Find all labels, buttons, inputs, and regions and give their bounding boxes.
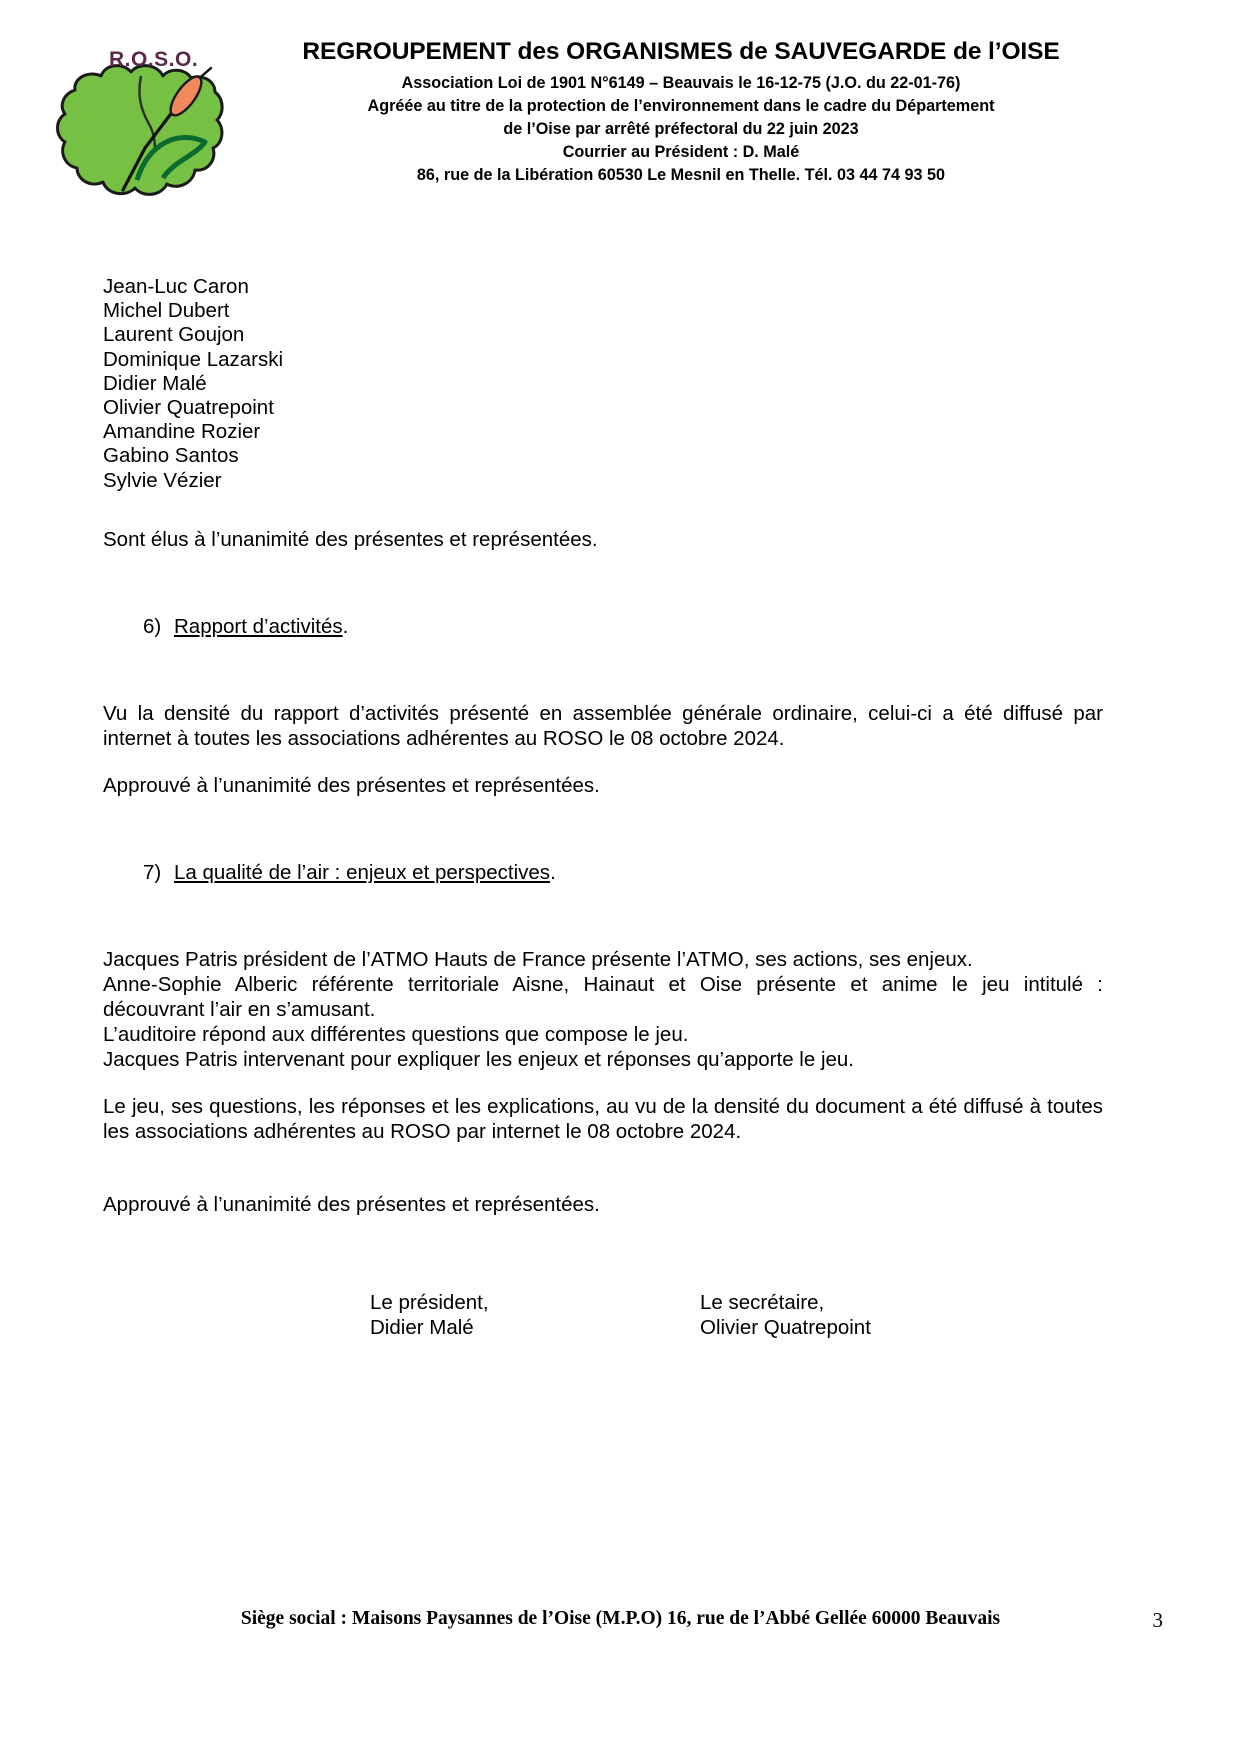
logo-acronym-text: R.O.S.O. [109,48,199,71]
spacer [103,751,1103,773]
section-7-approval: Approuvé à l’unanimité des présentes et représentées. [103,1192,600,1216]
spacer [103,798,1103,860]
signature-block [370,1290,1070,1340]
secretary-role: Le secrétaire, [700,1291,825,1314]
detail-line: L’auditoire répond aux différentes questions que compose le jeu. [103,1022,689,1046]
document-body [103,275,1103,1217]
letterhead-line-2: Agréée au titre de la protection de l’environnement dans le cadre du Département [367,96,995,115]
detail-line: Jacques Patris président de l’ATMO Hauts de France présente l’ATMO, ses actions, ses enjeux. [103,947,973,971]
letterhead-line-3: de l’Oise par arrêté préfectoral du 22 juin 2023 [503,119,859,138]
spacer [103,639,1103,701]
detail-line: Jacques Patris intervenant pour expliquer les enjeux et réponses qu’apporte le jeu. [103,1047,854,1071]
letterhead-line-5: 86, rue de la Libération 60530 Le Mesnil en Thelle. Tél. 03 44 74 93 50 [416,165,946,184]
president-name: Didier Malé [370,1316,474,1339]
letterhead-line-4: Courrier au Président : D. Malé [562,142,800,161]
elected-conclusion-paragraph: Sont élus à l’unanimité des présentes et représentées. [103,527,598,551]
list-item: Gabino Santos [103,444,239,468]
list-item: Olivier Quatrepoint [103,396,274,420]
detail-line: Anne-Sophie Alberic référente territoriale Aisne, Hainaut et Oise présente et anime le jeu intitulé : [103,972,1103,996]
secretary-name: Olivier Quatrepoint [700,1316,871,1339]
section-6-heading [103,614,1103,639]
roso-leaf-cattail-logo [45,38,240,218]
list-item: Michel Dubert [103,299,230,323]
letterhead [0,30,1241,210]
section-7-paragraph: Le jeu, ses questions, les réponses et les explications, au vu de la densité du document a été diffusé à toutes les associations adhérentes au ROSO par internet le 08 octobre 2024. [103,1094,1103,1143]
footer-address: Siège social : Maisons Paysannes de l’Oise (M.P.O) 16, rue de l’Abbé Gellée 60000 Beauvais [240,1608,1001,1629]
list-item: Jean-Luc Caron [103,275,249,298]
section-6-paragraph: Vu la densité du rapport d’activités présenté en assemblée générale ordinaire, celui-ci a été diffusé par internet à toutes les associations adhérentes au ROSO le 08 octobre 2024. [103,701,1103,750]
letterhead-line-1: Association Loi de 1901 N°6149 – Beauvais le 16-12-75 (J.O. du 22-01-76) [401,73,961,92]
detail-line: découvrant l’air en s’amusant. [103,997,376,1021]
section-6-number: 6) [143,614,162,638]
section-6-approval: Approuvé à l’unanimité des présentes et représentées. [103,773,600,797]
section-6-title: Rapport d’activités [174,614,343,638]
list-item: Laurent Goujon [103,323,245,347]
section-6-title-suffix: . [342,614,349,638]
page-number: 3 [1152,1608,1163,1632]
roso-logo-graphic [45,38,240,218]
section-7-number: 7) [143,860,162,884]
organization-title: REGROUPEMENT des ORGANISMES de SAUVEGARDE de l’OISE [302,38,1060,65]
section-7-title: La qualité de l’air : enjeux et perspectives [174,860,551,884]
spacer [103,885,1103,947]
section-7-heading [103,860,1103,885]
president-role: Le président, [370,1291,489,1314]
spacer [103,1144,1103,1192]
list-item: Amandine Rozier [103,420,261,444]
spacer [103,493,1103,527]
letterhead-text [236,38,1126,187]
spacer [103,1072,1103,1094]
spacer [103,552,1103,614]
secretary-signature [700,1290,1030,1340]
section-7-detail-lines [103,947,1103,1072]
list-item: Sylvie Vézier [103,468,222,492]
list-item: Didier Malé [103,371,207,395]
list-item: Dominique Lazarski [103,347,284,371]
president-signature [370,1290,700,1340]
section-7-title-suffix: . [550,860,556,884]
elected-names-list [103,275,1103,493]
page-footer [0,1608,1241,1648]
